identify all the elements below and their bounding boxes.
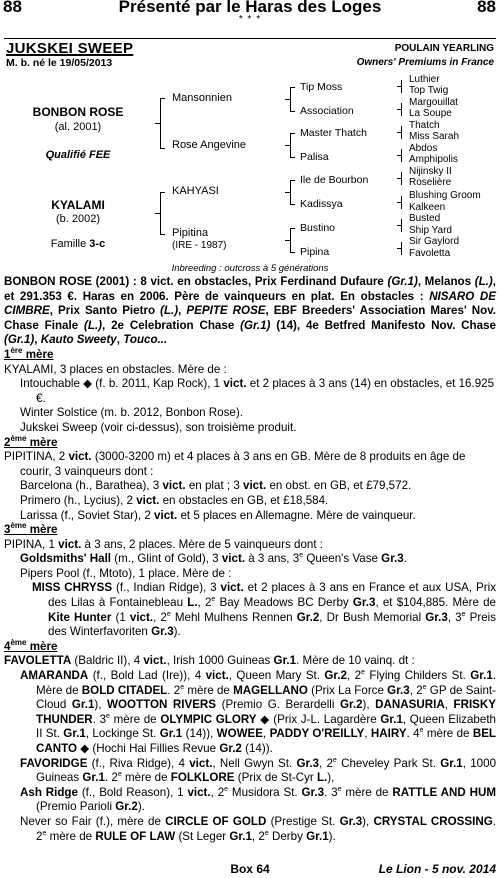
gen3-7: Bustino (300, 222, 336, 234)
produce-pipers-pool: Pipers Pool (f., Mtoto), 1 place. Mère de : (20, 566, 232, 580)
inbreeding-note: Inbreeding : outcross à 5 générations (171, 263, 329, 274)
horse-birth: M. b. né le 19/05/2013 (6, 57, 113, 69)
section-third-dam: 3ème mère (4, 521, 58, 537)
sire-name: BONBON ROSE (32, 105, 124, 119)
gen4-2: Top Twig (409, 85, 449, 96)
produce-never-so-fair: Never so Fair (f.), mère de CIRCLE OF GOLD (Prestige St. Gr.3), CRYSTAL CROSSING. 2e mère de RULE OF LAW (St Leger Gr.1, 2e Derby Gr.1). (20, 814, 496, 843)
gen2-sire-sire: Mansonnien (172, 92, 232, 104)
gen3-1: Tip Moss (300, 81, 343, 93)
gen2-dam-dam: Pipitina (172, 227, 209, 239)
produce-barcelona: Barcelona (h., Barathea), 3 vict. en plat ; 3 vict. en obst. en GB, et £79,572. (20, 479, 412, 493)
gen3-5: Ile de Bourbon (300, 174, 369, 186)
page-title: Présenté par le Haras des Loges (118, 0, 382, 16)
third-dam-text: PIPINA, 1 vict. à 3 ans, 2 places. Mère de 5 vainqueurs dont : (4, 537, 324, 551)
horse-premiums: Owners' Premiums in France (356, 57, 494, 68)
horse-name: JUKSKEI SWEEP (6, 40, 134, 57)
gen4-1: Luthier (409, 74, 440, 85)
section-second-dam: 2ème mère (4, 433, 58, 449)
produce-primero: Primero (h., Lycius), 2 vict. en obstacles en GB, et £18,584. (20, 493, 329, 507)
gen4-15: Sir Gaylord (409, 236, 460, 247)
section-first-dam: 1ère mère (4, 346, 54, 361)
gen4-4: La Soupe (409, 108, 452, 119)
horse-category: POULAIN YEARLING (394, 43, 494, 54)
dam-year: (b. 2002) (55, 213, 101, 225)
gen3-3: Master Thatch (300, 127, 367, 139)
gen3-2: Association (300, 105, 354, 117)
gen4-14: Ship Yard (409, 225, 452, 236)
gen2-dam-sire: KAHYASI (172, 185, 219, 197)
dam-name: KYALAMI (51, 198, 105, 212)
page-number-right: 88 (477, 0, 496, 16)
gen4-13: Busted (409, 213, 441, 224)
sire-record: BONBON ROSE (2001) : 8 vict. en obstacles, Prix Ferdinand Dufaure (Gr.1), Melanos (L.), et 291.353 €. Haras en 2006. Père de vainqueurs en plat. En obstacles : NISARO DE CIMBRE, Prix Santo Pietro (L.), PEPITE ROSE, EBF Breeders' Association Mares' Nov. Chase Finale (L.), 2e Celebration Chase (Gr.1) (14), 4e Betfred Manifesto Nov. Chase (Gr.1), Kauto Sweety, Touco... (4, 275, 497, 347)
gen4-7: Abdos (409, 143, 438, 154)
bracket-sire (160, 98, 161, 148)
gen2-dam-dam-note: (IRE - 1987) (172, 240, 227, 251)
produce-amaranda: AMARANDA (f., Bold Lad (Ire)), 4 vict., Queen Mary St. Gr.2, 2e Flying Childers St. Gr.1. Mère de BOLD CITADEL. 2e mère de MAGELLANO (Prix La Force Gr.3, 2e GP de Saint-Cloud Gr.1), WOOTTON RIVERS (Premio G. Berardelli Gr.2), DANASURIA, FRISKY THUNDER. 3e mère de OLYMPIC GLORY ◆ (Prix J-L. Lagardère Gr.1, Queen Elizabeth II St. Gr.1, Lockinge St. Gr.1 (14)), WOWEE, PADDY O'REILLY, HAIRY. 4e mère de BEL CANTO ◆ (Hochi Hai Fillies Revue Gr.2 (14)). (20, 669, 497, 755)
produce-favoridge: FAVORIDGE (f., Riva Ridge), 4 vict., Nell Gwyn St. Gr.3, 2e Cheveley Park St. Gr.1, 1000 Guineas Gr.1. 2e mère de FOLKLORE (Prix de St-Cyr L.), (20, 756, 497, 785)
produce-miss-chryss: MISS CHRYSS (f., Indian Ridge), 3 vict. et 2 places à 3 ans en France et aux USA, Prix des Lilas à Fontainebleau L., 2e Bay Meadows BC Derby Gr.3, et $104,885. Mère de Kite Hunter (1 vict., 2e Mehl Mulhens Rennen Gr.2, Dr Bush Memorial Gr.3, 3e Preis des Winterfavoriten Gr.3). (32, 581, 497, 639)
produce-larissa: Larissa (f., Soviet Star), 2 vict. et 5 places en Allemagne. Mère de vainqueur. (20, 508, 416, 522)
section-fourth-dam: 4ème mère (4, 637, 58, 653)
first-dam-text: KYALAMI, 3 places en obstacles. Mère de : (4, 362, 227, 376)
sire-qualification: Qualifié FEE (45, 149, 111, 161)
bracket-dam (160, 192, 161, 234)
gen4-3: Margouillat (409, 97, 458, 108)
gen3-6: Kadissya (300, 198, 343, 210)
gen4-9: Nijinsky II (409, 166, 452, 177)
gen2-sire-dam: Rose Angevine (172, 139, 246, 151)
horse-header (4, 38, 496, 69)
page-number-left: 88 (3, 0, 22, 16)
produce-intouchable: Intouchable ◆ (f. b. 2011, Kap Rock), 1 vict. et 2 places à 3 ans (14) en obstacles, et 16.925 €. (20, 377, 495, 405)
gen4-16: Favoletta (409, 248, 451, 259)
box-number: Box 64 (230, 862, 270, 876)
produce-winter-solstice: Winter Solstice (m. b. 2012, Bonbon Rose). (20, 406, 243, 420)
gen4-5: Thatch (409, 120, 440, 131)
gen4-8: Amphipolis (409, 154, 458, 165)
gen3-4: Palisa (300, 151, 329, 163)
produce-record (4, 275, 496, 844)
second-dam-text: PIPITINA, 2 vict. (3000-3200 m) et 4 places à 3 ans en GB. Mère de 8 produits en âge de courir, 3 vainqueurs dont : (4, 450, 466, 478)
gen4-12: Kalkeen (409, 202, 446, 213)
gen3-8: Pipina (300, 246, 330, 258)
sire-year: (al. 2001) (54, 121, 102, 133)
gen4-11: Blushing Groom (409, 190, 481, 201)
gen4-6: Miss Sarah (409, 131, 460, 142)
gen4-10: Roselière (409, 177, 452, 188)
dam-family: Famille 3-c (50, 238, 106, 250)
sale-info: Le Lion - 5 nov. 2014 (378, 862, 496, 876)
produce-goldsmiths-hall: Goldsmiths' Hall (m., Glint of Gold), 3 vict. à 3 ans, 3e Queen's Vase Gr.3. (20, 552, 407, 566)
fourth-dam-text: FAVOLETTA (Baldric II), 4 vict., Irish 1000 Guineas Gr.1. Mère de 10 vainq. dt : (4, 654, 415, 668)
produce-jukskei-sweep: Jukskei Sweep (voir ci-dessus), son troisième produit. (20, 420, 297, 434)
separator-stars: * * * (238, 14, 262, 25)
produce-ash-ridge: Ash Ridge (f., Bold Reason), 1 vict., 2e Musidora St. Gr.3. 3e mère de RATTLE AND HUM (Premio Parioli Gr.2). (20, 785, 496, 814)
